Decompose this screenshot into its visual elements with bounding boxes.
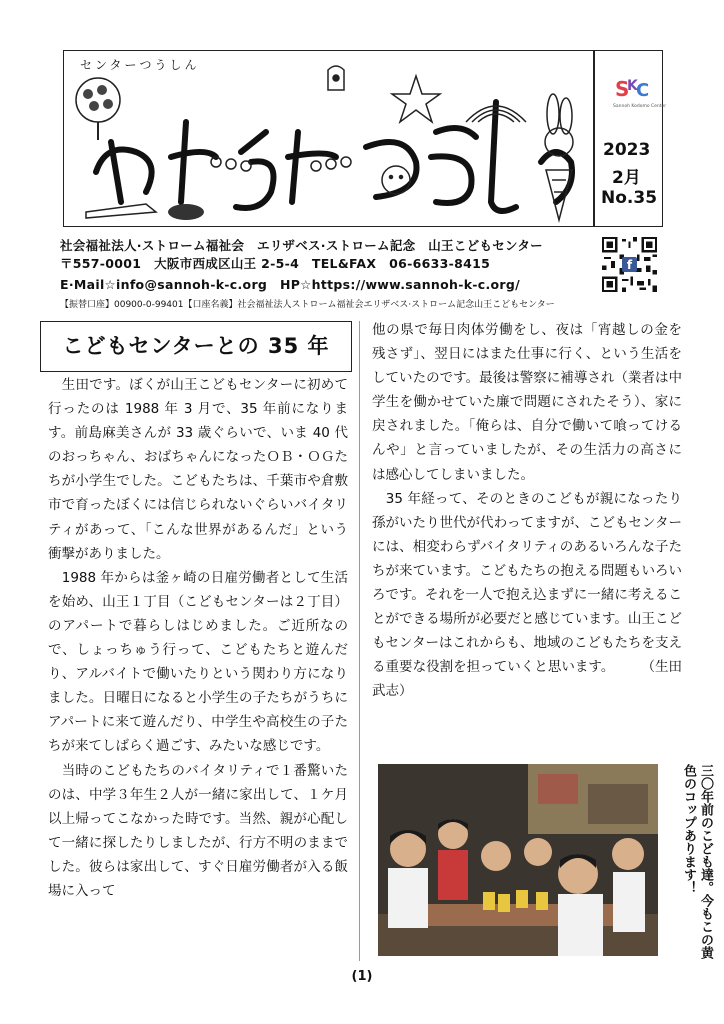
org-address: 〒557-0001 大阪市西成区山王 2-5-4 TEL&FAX 06-6633-8415 [60, 256, 491, 271]
svg-text:K: K [627, 78, 638, 94]
org-contact[interactable]: E·Mail☆info@sannoh-k-c.org HP☆https://www.sannoh-k-c.org/ [60, 277, 521, 292]
crocodile-icon [86, 204, 156, 218]
skc-badge-logo [612, 70, 667, 110]
svg-text:S: S [615, 77, 630, 101]
masthead-divider [593, 50, 595, 227]
page-number: (1) [351, 969, 373, 984]
facebook-icon[interactable]: f [622, 257, 637, 272]
masthead-kicker: センターつうしん [80, 58, 200, 72]
rocket-icon [328, 66, 344, 90]
issue-number: No.35 [601, 188, 658, 208]
children-photo [378, 764, 658, 956]
org-name: 社会福祉法人·ストローム福祉会 エリザベス·ストローム記念 山王こどもセンター [60, 238, 543, 253]
hedgehog-icon [168, 204, 204, 220]
svg-text:C: C [636, 80, 650, 101]
tree-illustration-icon [76, 78, 120, 140]
svg-text:Sannoh Kodomo Center: Sannoh Kodomo Center [613, 104, 667, 109]
issue-month: 2月 [612, 168, 641, 188]
article-title: こどもセンターとの 35 年 [62, 334, 330, 358]
rabbit-icon [545, 94, 573, 156]
star-icon [392, 76, 440, 122]
carrot-icon [546, 170, 572, 220]
article-body-right: 他の県で毎日肉体労働をし、夜は「宵越しの金を残さず」、翌日にはまた仕事に行く、という生活をしていたのです。最後は警察に補導され（業者は中学生を働かせていた廉で問題にされたそう）、家に戻されました。「俺らは、自分で働いて喰ってけるんや」と言っていましたが、その生活力の高さには感心してしまいました。 35 年経って、そのときのこどもが親になったり孫がいたり世代が代わってますが、こどもセンターには、相変わらずバイタリティのあるいろんな子たちが来ています。こどもたちの抱える問題もいろいろです。それを一人で抱え込まずに一緒に考えることができる場所が必要だと感じています。山王こどもセンターはこれからも、地域のこどもたちを支える重要な役割を担っていくと思います。 （生田武志） [372, 322, 682, 700]
org-bank-account: 【振替口座】00900-0-99401【口座名義】社会福祉法人ストローム福祉会エリザベス·ストローム記念山王こどもセンター [60, 300, 555, 310]
column-divider [359, 321, 360, 961]
photo-caption: 三〇年前のこども達。今もこの黄色のコップあります！ [681, 764, 713, 959]
masthead-logo [66, 62, 592, 224]
issue-year: 2023 [603, 140, 651, 160]
article-body-left: 生田です。ぼくが山王こどもセンターに初めて行ったのは 1988 年 3 月で、35 年前になります。前島麻美さんが 33 歳ぐらいで、いま 40 代のおっちゃん、おばちゃんになったＯＢ・ＯＧたちが小学生でした。こどもたちは、千葉市や倉敷市で育ったぼくには信じられないぐらいバイタリティがあって、「こんな世界があるんだ」という衝撃がありました。 1988 年からは釜ヶ崎の日雇労働者として生活を始め、山王１丁目（こどもセンターは２丁目）のアパートで暮らしはじめました。ご近所なので、しょっちゅう行って、こどもたちと遊んだり、アルバイトで働いたりという関わり方になりました。日曜日になると小学生の子たちがうちにアパートに来て遊んだり、中学生や高校生の子たちが来てしばらく過ごす、みたいな感じです。 当時のこどもたちのバイタリティで１番驚いたのは、中学３年生２人が一緒に家出して、１ケ月以上帰ってこなかった時です。当然、親が心配して一緒に探したりしましたが、行方不明のままでした。彼らは家出して、すぐ日雇労働者が入る飯場に入って [48, 377, 348, 899]
article-title-box [40, 321, 352, 372]
